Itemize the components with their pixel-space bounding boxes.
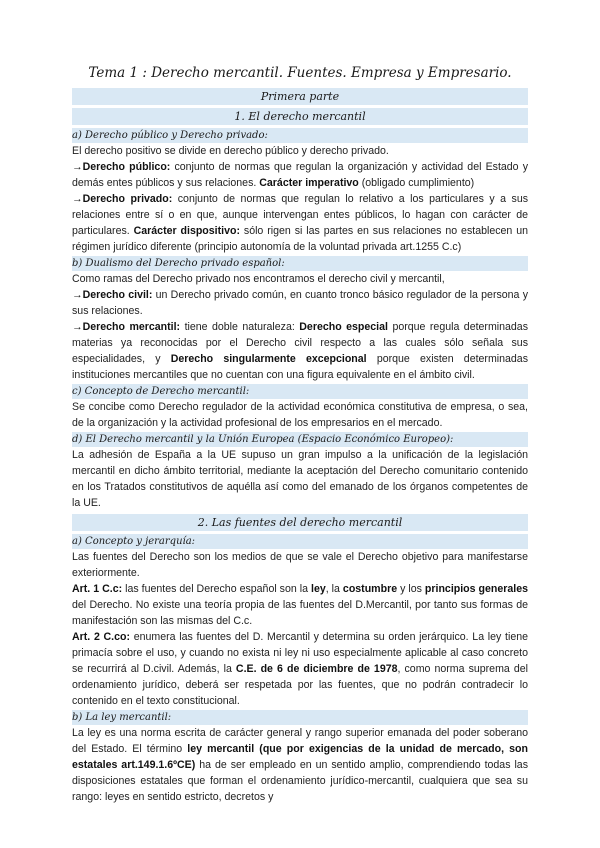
paragraph: La adhesión de España a la UE supuso un gran impulso a la unificación de la legislación mercantil en dicho ámbito territorial, mediante la aceptación del Derecho comunitario contenido en los Tratados constitutivos de aquélla así como del emanado de los órganos competentes de la UE. (72, 449, 528, 509)
subsection-1b-heading: b) Dualismo del Derecho privado español: (72, 256, 528, 271)
paragraph: →Derecho mercantil: tiene doble naturaleza: Derecho especial porque regula determinadas materias ya reconocidas por el Derecho civil respecto a las cuales sólo señala sus especialidades, y Derecho singularmente excepcional porque existen determinadas instituciones mercantiles que no cuentan con una figura equivalente en el ámbito civil. (72, 321, 529, 381)
document-title: Tema 1 : Derecho mercantil. Fuentes. Empresa y Empresario. (88, 65, 512, 81)
subsection-1d-heading: d) El Derecho mercantil y la Unión Europea (Espacio Económico Europeo): (72, 432, 528, 447)
subsection-2b-heading: b) La ley mercantil: (72, 710, 528, 725)
section-2-heading: 2. Las fuentes del derecho mercantil (72, 514, 528, 531)
paragraph: →Derecho privado: conjunto de normas que regulan lo relativo a los particulares y a sus relaciones entre sí o en que, aunque intervengan entes públicos, lo hagan con carácter de particulares. Carácter dispositivo: sólo rigen si las partes en sus relaciones no establecen un régimen jurídico diferente (principio autonomía de la voluntad privada art.1255 C.c) (72, 193, 529, 253)
paragraph: Se concibe como Derecho regulador de la actividad económica constitutiva de empresa, o sea, de la organización y la actividad profesional de los empresarios en el mercado. (72, 401, 528, 429)
subsection-2a-heading: a) Concepto y jerarquía: (72, 534, 528, 549)
section-1-heading: 1. El derecho mercantil (72, 108, 528, 125)
part-heading: Primera parte (72, 88, 528, 105)
paragraph: →Derecho civil: un Derecho privado común, en cuanto tronco básico regulador de la persona y sus relaciones. (72, 289, 528, 317)
paragraph: →Derecho público: conjunto de normas que regulan la organización y actividad del Estado y demás entes públicos y sus relaciones. Carácter imperativo (obligado cumplimiento) (72, 161, 528, 189)
paragraph: Art. 2 C.co: enumera las fuentes del D. Mercantil y determina su orden jerárquico. La ley tiene primacía sobre el uso, y cuando no exista ni ley ni uso especialmente aplicable al caso concreto se recurrirá al D.civil. Además, la C.E. de 6 de diciembre de 1978, como norma suprema del ordenamiento jurídico, deberá ser respetada por las fuentes, que no podrán contradecir lo contenido en el texto constitucional. (72, 631, 528, 707)
paragraph: Art. 1 C.c: las fuentes del Derecho español son la ley, la costumbre y los principios generales del Derecho. No existe una teoría propia de las fuentes del D.Mercantil, por tanto sus formas de manifestación son las mismas del C.c. (72, 583, 529, 627)
paragraph: Las fuentes del Derecho son los medios de que se vale el Derecho objetivo para manifestarse exteriormente. (72, 551, 528, 579)
document-page (72, 64, 528, 805)
paragraph: El derecho positivo se divide en derecho público y derecho privado. (72, 145, 389, 157)
paragraph: Como ramas del Derecho privado nos encontramos el derecho civil y mercantil, (72, 273, 445, 285)
subsection-1c-heading: c) Concepto de Derecho mercantil: (72, 384, 528, 399)
subsection-1a-heading: a) Derecho público y Derecho privado: (72, 128, 528, 143)
paragraph: La ley es una norma escrita de carácter general y rango superior emanada del poder soberano del Estado. El término ley mercantil (que por exigencias de la unidad de mercado, son estatales art.149.1.6ºCE) ha de ser empleado en un sentido amplio, comprendiendo todas las disposiciones estatales que forman el ordenamiento jurídico-mercantil, cualquiera que sea su rango: leyes en sentido estricto, decretos y (72, 727, 528, 803)
